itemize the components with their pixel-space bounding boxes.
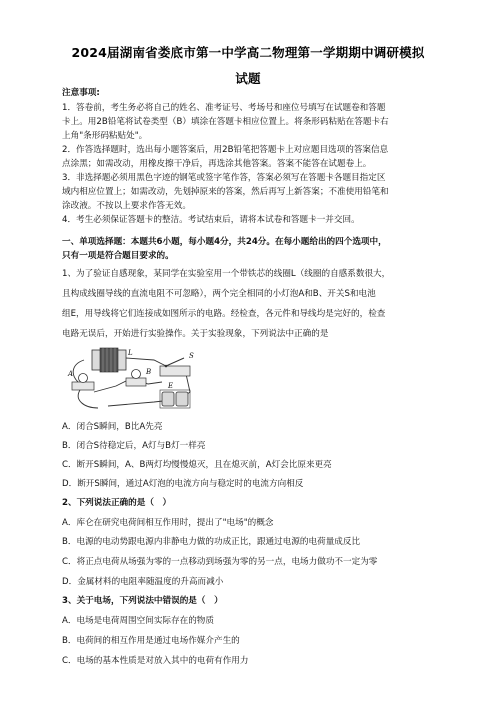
q1-stem-line: 且构成线圈导线的直流电阻不可忽略），两个完全相同的小灯泡A和B、开关S和电池	[62, 289, 376, 299]
circuit-diagram	[64, 346, 206, 416]
q2-option-b: B．电源的电动势跟电源内非静电力做的功成正比，跟通过电源的电荷量成反比	[62, 537, 361, 547]
notice-line: 3．非选择题必须用黑色字迹的钢笔或签字笔作答，答案必须写在答题卡各题目指定区	[62, 173, 386, 183]
q3-stem: 3、关于电场，下列说法中错误的是（ ）	[62, 596, 223, 606]
q2-stem: 2、下列说法正确的是（ ）	[62, 498, 172, 508]
q1-option-c: C．断开S瞬间，A、B两灯均慢慢熄灭，且在熄灭前，A灯会比原来更亮	[62, 460, 332, 470]
switch	[160, 358, 190, 376]
battery	[160, 390, 190, 408]
notice-line: 涂改液。不按以上要求作答无效。	[62, 201, 191, 211]
lamp-a	[72, 374, 94, 391]
label-l: L	[128, 349, 133, 357]
q1-stem-line: 电路无误后，开始进行实验操作。关于实验现象，下列说法中正确的是	[62, 329, 329, 339]
label-s: S	[189, 352, 194, 360]
lamp-b	[126, 370, 146, 387]
section-heading: 一、单项选择题：本题共6小题，每小题4分，共24分。在每小题给出的四个选项中，	[62, 237, 387, 247]
wire	[94, 380, 128, 392]
label-e: E	[168, 382, 174, 390]
q3-option-c: C．电场的基本性质是对放入其中的电荷有作用力	[62, 656, 249, 666]
exam-title-line-2: 试题	[235, 71, 261, 86]
q2-option-c: C．将正点电荷从场强为零的一点移动到场强为零的另一点，电场力做功不一定为零	[62, 557, 378, 567]
notice-line: 4．考生必须保证答题卡的整洁。考试结束后，请将本试卷和答题卡一并交回。	[62, 215, 360, 225]
q3-option-a: A．电场是电荷周围空间实际存在的物质	[62, 616, 214, 626]
label-a: A	[68, 370, 74, 378]
exam-title-line-1: 2024届湖南省娄底市第一中学高二物理第一学期期中调研模拟	[71, 45, 425, 60]
coil-inductor	[92, 348, 126, 372]
notice-line: 上角"条形码粘贴处"。	[62, 131, 148, 141]
q2-option-d: D．金属材料的电阻率随温度的升高而减小	[62, 577, 224, 587]
q1-option-d: D．断开S瞬间，通过A灯泡的电流方向与稳定时的电流方向相反	[62, 479, 304, 489]
notice-line: 1．答卷前，考生务必将自己的姓名、准考证号、考场号和座位号填写在试题卷和答题	[62, 103, 386, 113]
notice-line: 域内相应位置上；如需改动，先划掉原来的答案，然后再写上新答案；不准使用铅笔和	[62, 187, 389, 197]
label-b: B	[146, 368, 152, 376]
notice-heading: 注意事项:	[62, 88, 100, 98]
q1-stem-line: 1、为了验证自感现象，某同学在实验室用一个带铁芯的线圈L（线圈的自感系数很大，	[62, 269, 391, 279]
q1-option-b: B．闭合S待稳定后，A灯与B灯一样亮	[62, 441, 206, 451]
wire	[78, 390, 98, 408]
notice-line: 2．作答选择题时，选出每小题答案后，用2B铅笔把答题卡上对应题目选项的答案信息	[62, 145, 389, 155]
q2-option-a: A．库仑在研究电荷间相互作用时，提出了"电场"的概念	[62, 518, 274, 528]
notice-line: 卡上。用2B铅笔将试卷类型（B）填涂在答题卡相应位置上。将条形码粘贴在答题卡右	[62, 117, 389, 127]
q1-option-a: A．闭合S瞬间，B比A先亮	[62, 422, 163, 432]
q3-option-b: B．电荷间的相互作用是通过电场作媒介产生的	[62, 636, 240, 646]
section-heading-cont: 只有一项是符合题目要求的。	[62, 251, 174, 261]
notice-line: 点涂黑；如需改动，用橡皮擦干净后，再选涂其他答案。答案不能答在试题卷上。	[62, 159, 372, 169]
q1-stem-line: 组E，用导线将它们连接成如图所示的电路。经检查，各元件和导线均是完好的，检查	[62, 309, 386, 319]
